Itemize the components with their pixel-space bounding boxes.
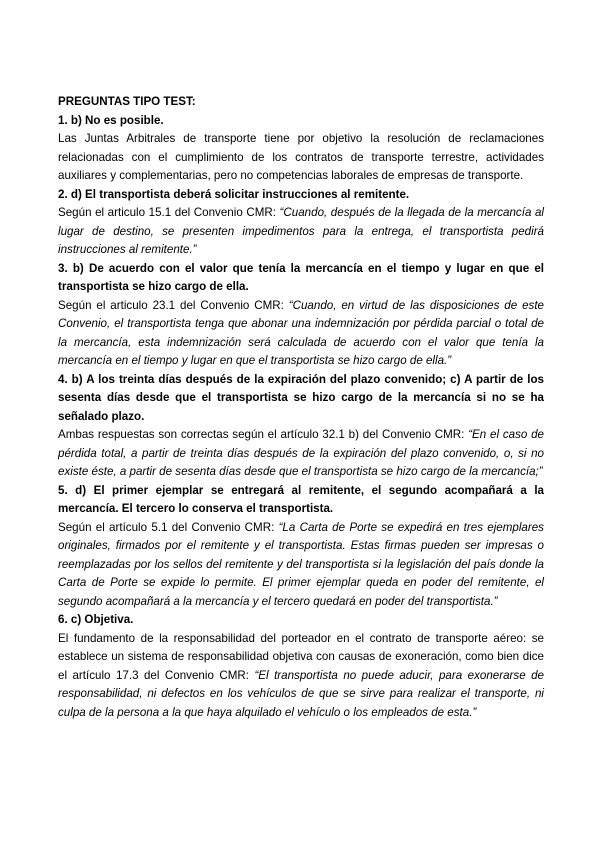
answer-heading: 3. b) De acuerdo con el valor que tenía la mercancía en el tiempo y lugar en que el transportista se hizo cargo de ella.	[58, 261, 544, 293]
explanation-quote: “El transportista no puede aducir, para exonerarse de responsabilidad, ni defectos en los vehículos de que se sirve para realizar el transporte, ni culpa de la persona a la que haya alquilado el vehículo o los empleados de esta.”	[58, 668, 544, 719]
explanation-quote: “En el caso de pérdida total, a partir de treinta días después de la expiración del plazo convenido, o, si no existe éste, a partir de sesenta días desde que el transportista se hizo cargo de la mercancía;”	[58, 428, 544, 478]
document-page	[58, 93, 544, 722]
document-title: PREGUNTAS TIPO TEST:	[58, 95, 196, 108]
answer-2	[58, 186, 544, 260]
answer-heading: 1. b) No es posible.	[58, 113, 164, 127]
answer-explanation	[58, 204, 544, 260]
explanation-text: El fundamento de la responsabilidad del porteador en el contrato de transporte aéreo: se establece un sistema de responsabilidad objetiva con causas de exoneración, como bien dice el artículo 17.3 del Convenio CMR:	[58, 631, 544, 682]
answer-explanation	[58, 630, 544, 723]
answer-heading: 2. d) El transportista deberá solicitar instrucciones al remitente.	[58, 187, 410, 201]
explanation-text: Ambas respuestas son correctas según el artículo 32.1 b) del Convenio CMR:	[58, 428, 469, 441]
answer-heading: 6. c) Objetiva.	[58, 613, 134, 626]
explanation-text: Las Juntas Arbitrales de transporte tiene por objetivo la resolución de reclamaciones relacionadas con el cumplimiento de los contratos de transporte terrestre, actividades auxiliares y complementarias, pero no competencias laborales de empresas de transporte.	[58, 132, 544, 182]
answer-heading: 4. b) A los treinta días después de la expiración del plazo convenido; c) A partir de los sesenta días desde que el transportista se hizo cargo de la mercancía si no se ha señalado plazo.	[58, 372, 544, 423]
answer-explanation	[58, 130, 544, 186]
explanation-quote: “Cuando, en virtud de las disposiciones de este Convenio, el transportista tenga que abonar una indemnización por pérdida parcial o total de la mercancía, esta indemnización será calculada de acuerdo con el valor que tenía la mercancía en el tiempo y lugar en que el transportista se hizo cargo de ella.”	[58, 298, 544, 367]
answer-6	[58, 611, 544, 722]
explanation-text: Según el artículo 5.1 del Convenio CMR:	[58, 520, 279, 534]
answer-heading: 5. d) El primer ejemplar se entregará al remitente, el segundo acompañará a la mercancía. El tercero lo conserva el transportista.	[58, 483, 544, 515]
explanation-quote: “La Carta de Porte se expedirá en tres ejemplares originales, firmados por el remitente y el transportista. Estas firmas pueden ser impresas o reemplazadas por los sellos del remitente y del transportista si la legislación del país donde la Carta de Porte se expide lo permite. El primer ejemplar queda en poder del remitente, el segundo acompañará a la mercancía y el tercero quedará en poder del transportista.”	[58, 520, 544, 608]
answer-3	[58, 260, 544, 371]
answer-explanation	[58, 426, 544, 482]
answer-4	[58, 371, 544, 482]
answer-explanation	[58, 297, 544, 371]
answer-5	[58, 482, 544, 612]
explanation-text: Según el articulo 23.1 del Convenio CMR:	[58, 298, 289, 312]
answer-explanation	[58, 519, 544, 612]
answer-1	[58, 112, 544, 186]
explanation-text: Según el articulo 15.1 del Convenio CMR:	[58, 206, 280, 219]
explanation-quote: “Cuando, después de la llegada de la mercancía al lugar de destino, se presenten impedimentos para la entrega, el transportista pedirá instrucciones al remitente.”	[58, 206, 544, 256]
